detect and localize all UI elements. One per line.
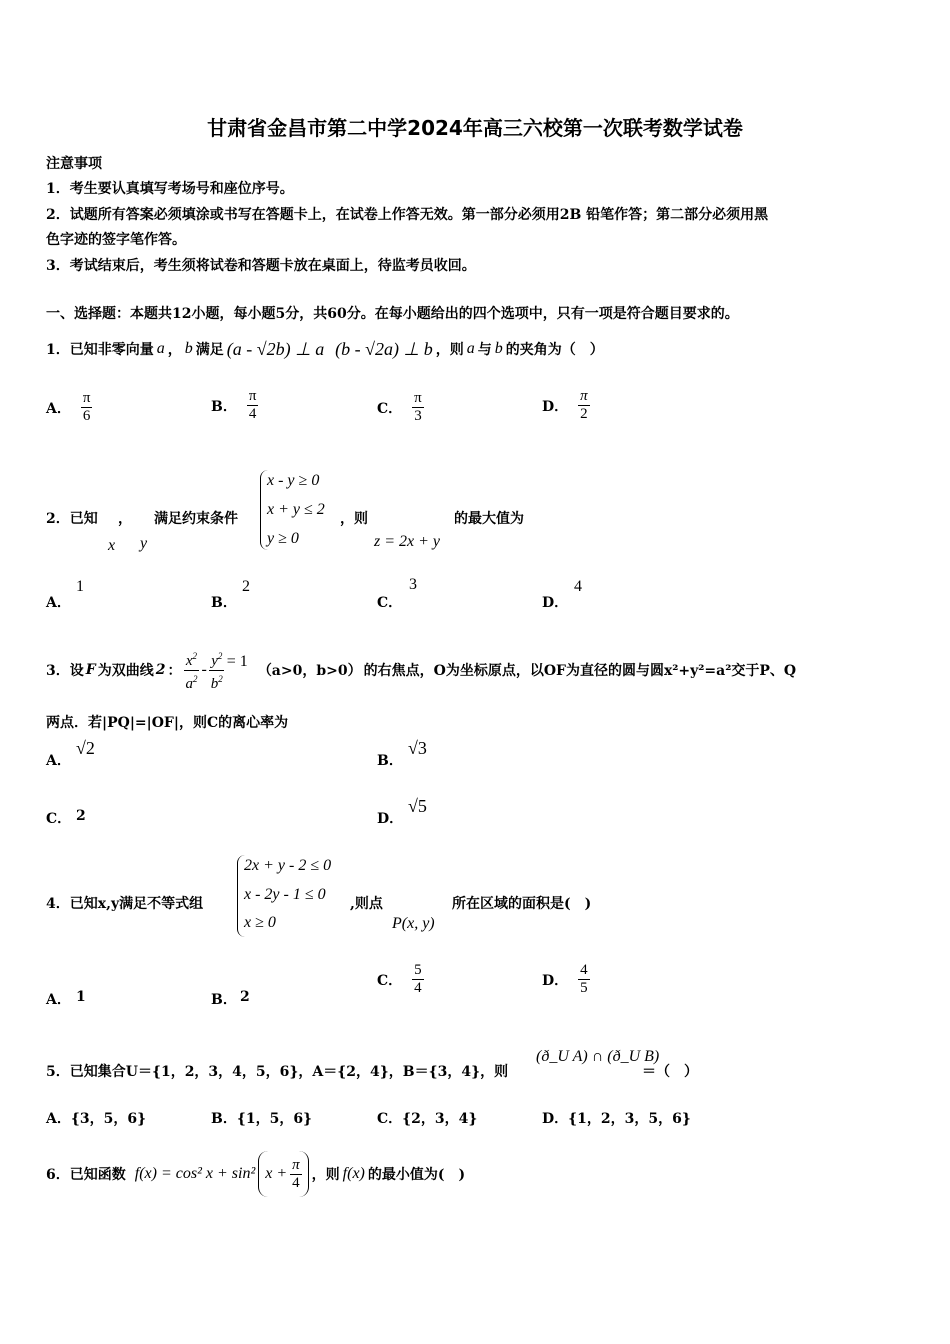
q1-option-a: [46, 390, 92, 425]
section-heading: 一、选择题：本题共12小题，每小题5分，共60分。在每小题给出的四个选项中，只有一项是符合题目要求的。: [46, 306, 739, 322]
q2-var-x: x: [108, 537, 116, 554]
q5-option-c: C．{2，3，4}: [377, 1111, 478, 1127]
q4-then: ,则点: [350, 896, 383, 912]
q1-option-c-value: $\frac{\pi}{3}$: [414, 390, 422, 424]
q1-condition-1: (a - √2b) ⊥ a: [226, 338, 325, 359]
q4-prefix: 4．已知x,y满足不等式组: [46, 896, 204, 912]
q3-C: 2: [155, 662, 166, 678]
q6-f: f(x): [342, 1165, 365, 1182]
q1-vector-a-2: a: [466, 340, 475, 357]
q4-constraint-1: 2x + y - 2 ≤ 0: [244, 857, 332, 874]
q6-arg: x +: [265, 1165, 288, 1182]
q4-suffix: 所在区域的面积是( ): [452, 896, 592, 912]
q2-constraint-2: x + y ≤ 2: [267, 501, 325, 518]
q3-option-c-value: 2: [76, 808, 86, 824]
q1-option-d-value: $\frac{\pi}{2}$: [580, 388, 588, 422]
q2-option-b-value: 2: [242, 578, 250, 595]
q4-option-a-value: 1: [76, 989, 86, 1005]
q4-option-d: [542, 962, 590, 997]
q3-eq-x: $\frac{x^2}{a^2}$: [183, 648, 199, 693]
q4-constraint-3: x ≥ 0: [244, 914, 276, 931]
q1-option-a-label: A．: [46, 400, 71, 417]
q4-option-d-value: $\frac{4}{5}$: [580, 962, 588, 996]
q4-option-b-label: B．: [211, 992, 237, 1008]
q1-option-b-label: B．: [211, 398, 237, 415]
q1-option-a-value: $\frac{\pi}{6}$: [82, 390, 91, 424]
q5-option-a: A．{3，5，6}: [46, 1111, 147, 1127]
q4-option-c-value: $\frac{5}{4}$: [414, 962, 422, 996]
q1-mid: 满足: [195, 342, 224, 358]
q1-option-c: [377, 390, 424, 425]
q1-option-c-label: C．: [377, 400, 403, 417]
q6-suffix: 的最小值为( ): [367, 1167, 466, 1183]
q1-then: ，则: [435, 342, 464, 358]
notice-item-1: 1．考生要认真填写考场号和座位序号。: [46, 181, 294, 197]
q2-option-d-value: 4: [574, 578, 582, 595]
q3-minus: -: [201, 661, 207, 678]
q3-colon: ：: [167, 663, 182, 679]
q2-suffix: 的最大值为: [454, 511, 524, 527]
q1-option-d: [542, 388, 590, 423]
q2-mid: 满足约束条件: [154, 511, 238, 527]
q2-option-a-value: 1: [76, 578, 84, 595]
q3-line2: 两点．若|PQ|=|OF|，则C的离心率为: [46, 715, 289, 731]
q1-suffix: 的夹角为（ ）: [505, 342, 604, 358]
q3-option-a-label: A．: [46, 753, 71, 769]
q6-function: f(x) = cos² x + sin²: [134, 1165, 256, 1182]
q5-option-b: B．{1，5，6}: [211, 1111, 313, 1127]
q1-option-d-label: D．: [542, 398, 569, 415]
q1-comma: ，: [167, 342, 182, 358]
q5-suffix: ＝（ ）: [642, 1064, 698, 1080]
q1-option-b-value: $\frac{\pi}{4}$: [248, 388, 257, 422]
q2-option-c-value: 3: [409, 576, 417, 593]
q2-constraint-3: y ≥ 0: [267, 530, 299, 547]
q2-option-c-label: C．: [377, 595, 403, 611]
q5-expression: (ð_U A) ∩ (ð_U B): [536, 1048, 660, 1065]
q2-option-d-label: D．: [542, 595, 569, 611]
notice-heading: 注意事项: [46, 156, 102, 172]
q2-objective: z = 2x + y: [374, 533, 441, 550]
q6-paren: [258, 1151, 308, 1197]
q1-vector-b: b: [184, 340, 193, 357]
question-1: [46, 332, 604, 366]
q1-vector-b-2: b: [494, 340, 503, 357]
q2-var-y: y: [140, 535, 148, 552]
notice-item-3: 3．考试结束后，考生须将试卷和答题卡放在桌面上，待监考员收回。: [46, 258, 476, 274]
q3-option-a-value: √2: [76, 738, 95, 758]
q1-condition-2: (b - √2a) ⊥ b: [335, 338, 433, 359]
q4-constraint-2: x - 2y - 1 ≤ 0: [244, 886, 326, 903]
q6-pi-over-4: $\frac{\pi}{4}$: [292, 1156, 300, 1191]
q2-then: ，则: [340, 511, 368, 527]
q3-mid: 为双曲线: [97, 663, 154, 679]
q2-constraint-1: x - y ≥ 0: [267, 472, 320, 489]
q3-option-c-label: C．: [46, 811, 72, 827]
notice-item-2: 2．试题所有答案必须填涂或书写在答题卡上，在试卷上作答无效。第一部分必须用2B 铅笔作答；第二部分必须用黑: [46, 207, 769, 223]
q3-option-b-value: √3: [408, 738, 427, 758]
q5-option-d: D．{1，2，3，5，6}: [542, 1111, 691, 1127]
q3-prefix: 3．设: [46, 663, 84, 679]
q2-option-b-label: B．: [211, 595, 237, 611]
q1-vector-a: a: [156, 340, 165, 357]
q2-option-a-label: A．: [46, 595, 71, 611]
q3-F: F: [85, 662, 96, 678]
q2-prefix: 2．已知: [46, 511, 98, 527]
notice-item-2-cont: 色字迹的签字笔作答。: [46, 232, 186, 248]
q3-eq-y: $\frac{y^2}{b^2}$: [209, 648, 225, 693]
q3-option-d-label: D．: [377, 811, 404, 827]
q6-prefix: 6．已知函数: [46, 1167, 126, 1183]
q1-and: 与: [477, 342, 492, 358]
q3-option-d-value: √5: [408, 796, 427, 816]
page-title: 甘肃省金昌市第二中学2024年高三六校第一次联考数学试卷: [207, 116, 743, 140]
q3-option-b-label: B．: [377, 753, 403, 769]
q4-option-c-label: C．: [377, 972, 403, 989]
q2-sep: ，: [118, 511, 132, 527]
q1-option-b: [211, 388, 258, 423]
question-3: [46, 640, 796, 700]
q4-option-b-value: 2: [240, 989, 250, 1005]
q4-option-c: [377, 962, 424, 997]
q3-eq-rhs: = 1: [226, 653, 248, 670]
q3-line1-rest: 的右焦点，O为坐标原点，以OF为直径的圆与圆x²+y²=a²交于P、Q: [363, 663, 797, 679]
q5-text: 5．已知集合U＝{1，2，3，4，5，6}，A＝{2，4}，B＝{3，4}，则: [46, 1064, 509, 1080]
q4-option-d-label: D．: [542, 972, 569, 989]
q4-option-a-label: A．: [46, 992, 71, 1008]
question-6: [46, 1144, 465, 1204]
q4-point: P(x, y): [392, 915, 435, 932]
q3-condition: （a>0，b>0）: [257, 663, 362, 679]
q6-then: ，则: [311, 1167, 340, 1183]
q1-prefix: 1．已知非零向量: [46, 342, 154, 358]
